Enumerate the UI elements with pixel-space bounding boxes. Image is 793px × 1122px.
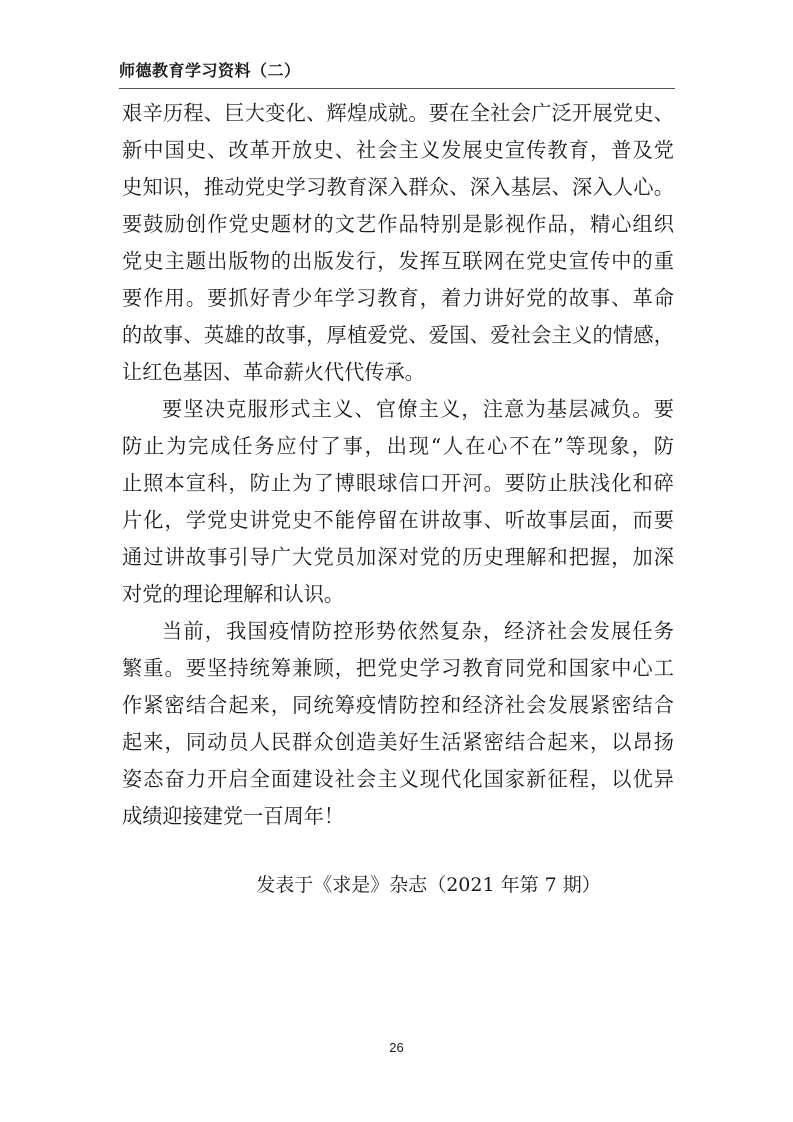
text-line: 艰辛历程、巨大变化、辉煌成就。要在全社会广泛开展党史、 xyxy=(122,101,674,125)
text-line: 作紧密结合起来，同统筹疫情防控和经济社会发展紧密结合 xyxy=(122,693,674,717)
paragraph-3 xyxy=(122,613,674,835)
paragraph-2 xyxy=(122,391,674,613)
text-line: 繁重。要坚持统筹兼顾，把党史学习教育同党和国家中心工 xyxy=(122,656,674,680)
source-citation-text: 发表于《求是》杂志（2021 年第 7 期） xyxy=(256,874,601,896)
text-line: 通过讲故事引导广大党员加深对党的历史理解和把握，加深 xyxy=(122,545,674,569)
text-line: 成绩迎接建党一百周年！ xyxy=(122,804,345,828)
page-number: 26 xyxy=(389,1040,404,1055)
text-line: 止照本宣科，防止为了博眼球信口开河。要防止肤浅化和碎 xyxy=(122,471,674,495)
text-line: 姿态奋力开启全面建设社会主义现代化国家新征程，以优异 xyxy=(122,767,674,791)
text-line: 党史主题出版物的出版发行，发挥互联网在党史宣传中的重 xyxy=(122,249,674,273)
text-line: 要作用。要抓好青少年学习教育，着力讲好党的故事、革命 xyxy=(122,286,674,310)
text-line: 新中国史、改革开放史、社会主义发展史宣传教育，普及党 xyxy=(122,138,674,162)
text-line: 要鼓励创作党史题材的文艺作品特别是影视作品，精心组织 xyxy=(122,212,674,236)
text-line: 让红色基因、革命薪火代代传承。 xyxy=(122,360,425,384)
article-body xyxy=(122,95,674,835)
text-line: 对党的理论理解和认识。 xyxy=(122,582,345,606)
paragraph-1 xyxy=(122,95,674,391)
header-divider xyxy=(119,88,675,89)
text-line: 的故事、英雄的故事，厚植爱党、爱国、爱社会主义的情感， xyxy=(122,323,674,347)
text-line: 史知识，推动党史学习教育深入群众、深入基层、深入人心。 xyxy=(122,175,674,199)
text-line: 片化，学党史讲党史不能停留在讲故事、听故事层面，而要 xyxy=(122,508,674,532)
text-line: 要坚决克服形式主义、官僚主义，注意为基层减负。要 xyxy=(162,397,674,421)
source-citation xyxy=(0,870,793,897)
text-line: 当前，我国疫情防控形势依然复杂，经济社会发展任务 xyxy=(162,619,674,643)
document-header-title: 师德教育学习资料（二） xyxy=(119,61,301,80)
text-line: 防止为完成任务应付了事，出现“人在心不在”等现象，防 xyxy=(122,434,674,458)
text-line: 起来，同动员人民群众创造美好生活紧密结合起来，以昂扬 xyxy=(122,730,674,754)
